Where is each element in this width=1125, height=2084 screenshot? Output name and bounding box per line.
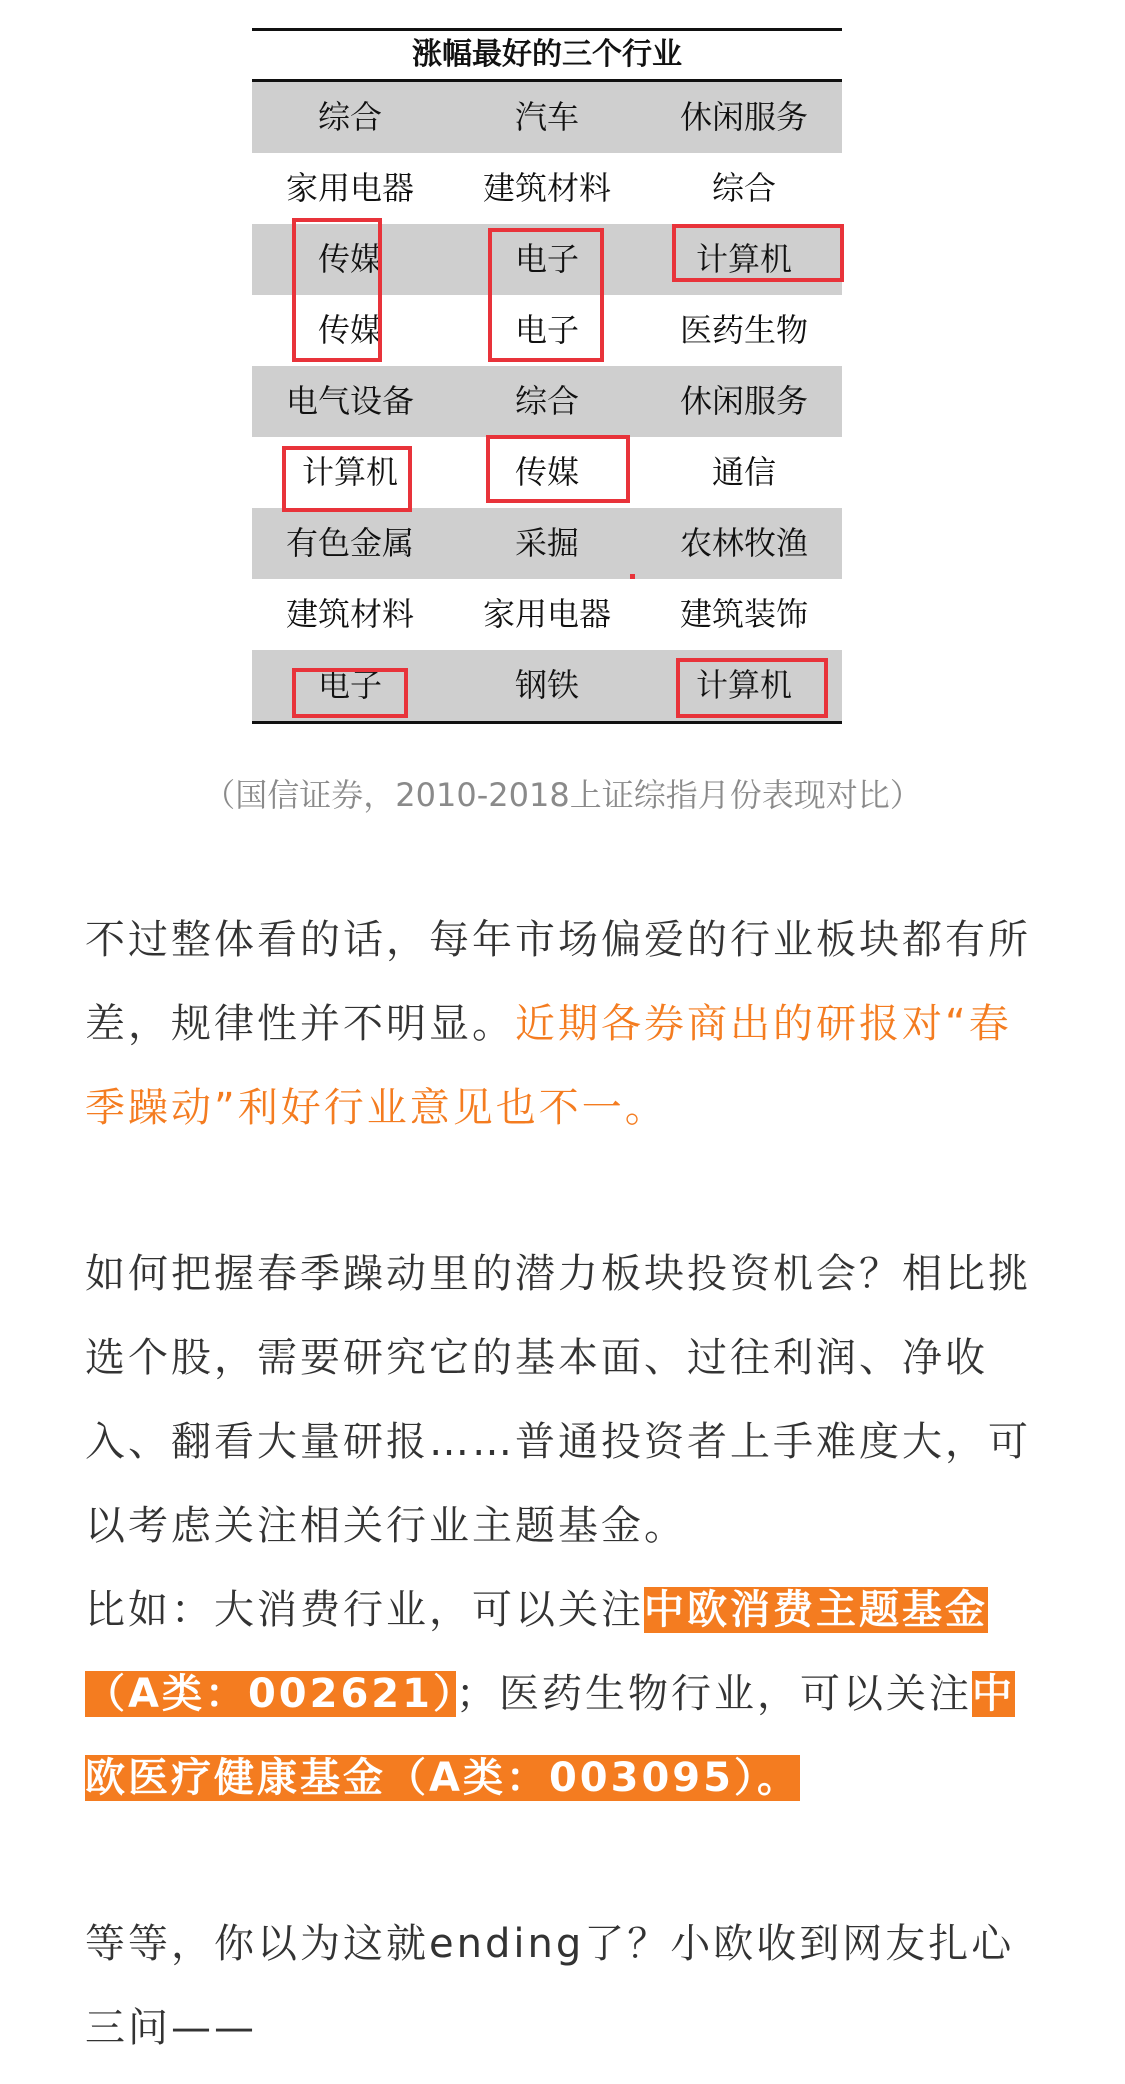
table-cell: 传媒 [317, 311, 382, 349]
table-row [252, 508, 842, 579]
table-cell: 采掘 [514, 524, 579, 562]
table-cell: 计算机 [695, 240, 792, 278]
fund-link-consumer[interactable]: 中欧消费主题基金（A类：002621） [85, 1587, 988, 1717]
table-cell: 休闲服务 [679, 98, 808, 136]
paragraph-1 [85, 898, 1040, 1150]
table-cell: 综合 [711, 169, 776, 207]
paragraph-3 [85, 1568, 1040, 1820]
table-cell: 家用电器 [482, 595, 611, 633]
table-cell: 建筑材料 [482, 169, 611, 207]
paragraph-2 [85, 1232, 1040, 1568]
industry-table-figure [252, 28, 842, 728]
paragraph-2-text: 如何把握春季躁动里的潜力板块投资机会？相比挑选个股，需要研究它的基本面、过往利润、净收入、翻看大量研报……普通投资者上手难度大，可以考虑关注相关行业主题基金。 [85, 1251, 1031, 1549]
table-cell: 电气设备 [285, 382, 414, 420]
figure-caption: （国信证券，2010-2018上证综指月份表现对比） [203, 776, 922, 814]
table-body [252, 82, 842, 721]
highlight-box-computer [676, 658, 828, 718]
paragraph-4 [85, 1902, 1040, 2070]
table-cell: 建筑装饰 [679, 595, 808, 633]
table-cell: 医药生物 [679, 311, 808, 349]
highlight-box-computer [282, 446, 412, 512]
table-cell: 钢铁 [514, 666, 579, 704]
table-row [252, 366, 842, 437]
table-row [252, 82, 842, 153]
table-cell: 家用电器 [285, 169, 414, 207]
paragraph-1-text: 不过整体看的话，每年市场偏爱的行业板块都有所差，规律性并不明显。 [85, 917, 1031, 1047]
highlight-box-computer [672, 224, 844, 282]
paragraph-3-text-a: 比如：大消费行业，可以关注 [85, 1587, 644, 1633]
highlight-box-media [292, 218, 382, 362]
highlight-box-media [486, 435, 630, 503]
table-cell: 电子 [514, 311, 579, 349]
table-row [252, 153, 842, 224]
fund-link-healthcare[interactable]: 中欧医疗健康基金（A类：003095）。 [85, 1671, 1015, 1801]
table-cell: 电子 [317, 666, 382, 704]
table-cell: 计算机 [695, 666, 792, 704]
paragraph-3-text-b: ；医药生物行业，可以关注 [455, 1671, 972, 1717]
table-cell: 汽车 [514, 98, 579, 136]
table-cell: 传媒 [317, 240, 382, 278]
highlight-box-electronics [292, 668, 408, 718]
red-mark [630, 574, 635, 579]
table-cell: 农林牧渔 [679, 524, 808, 562]
table-cell: 有色金属 [285, 524, 414, 562]
paragraph-1-highlight: 近期各券商出的研报对“春季躁动”利好行业意见也不一。 [85, 1001, 1012, 1131]
highlight-box-electronics [488, 228, 604, 362]
table-cell: 电子 [514, 240, 579, 278]
table-cell: 传媒 [514, 453, 579, 491]
table-cell: 综合 [514, 382, 579, 420]
table-bottom-rule [252, 721, 842, 724]
table-cell: 综合 [317, 98, 382, 136]
table-cell: 通信 [711, 453, 776, 491]
paragraph-4-text: 等等，你以为这就ending了？小欧收到网友扎心三问—— [85, 1921, 1015, 2051]
table-title: 涨幅最好的三个行业 [252, 28, 842, 82]
table-cell: 建筑材料 [285, 595, 414, 633]
table-row [252, 579, 842, 650]
table-cell: 休闲服务 [679, 382, 808, 420]
table-cell: 计算机 [301, 453, 398, 491]
